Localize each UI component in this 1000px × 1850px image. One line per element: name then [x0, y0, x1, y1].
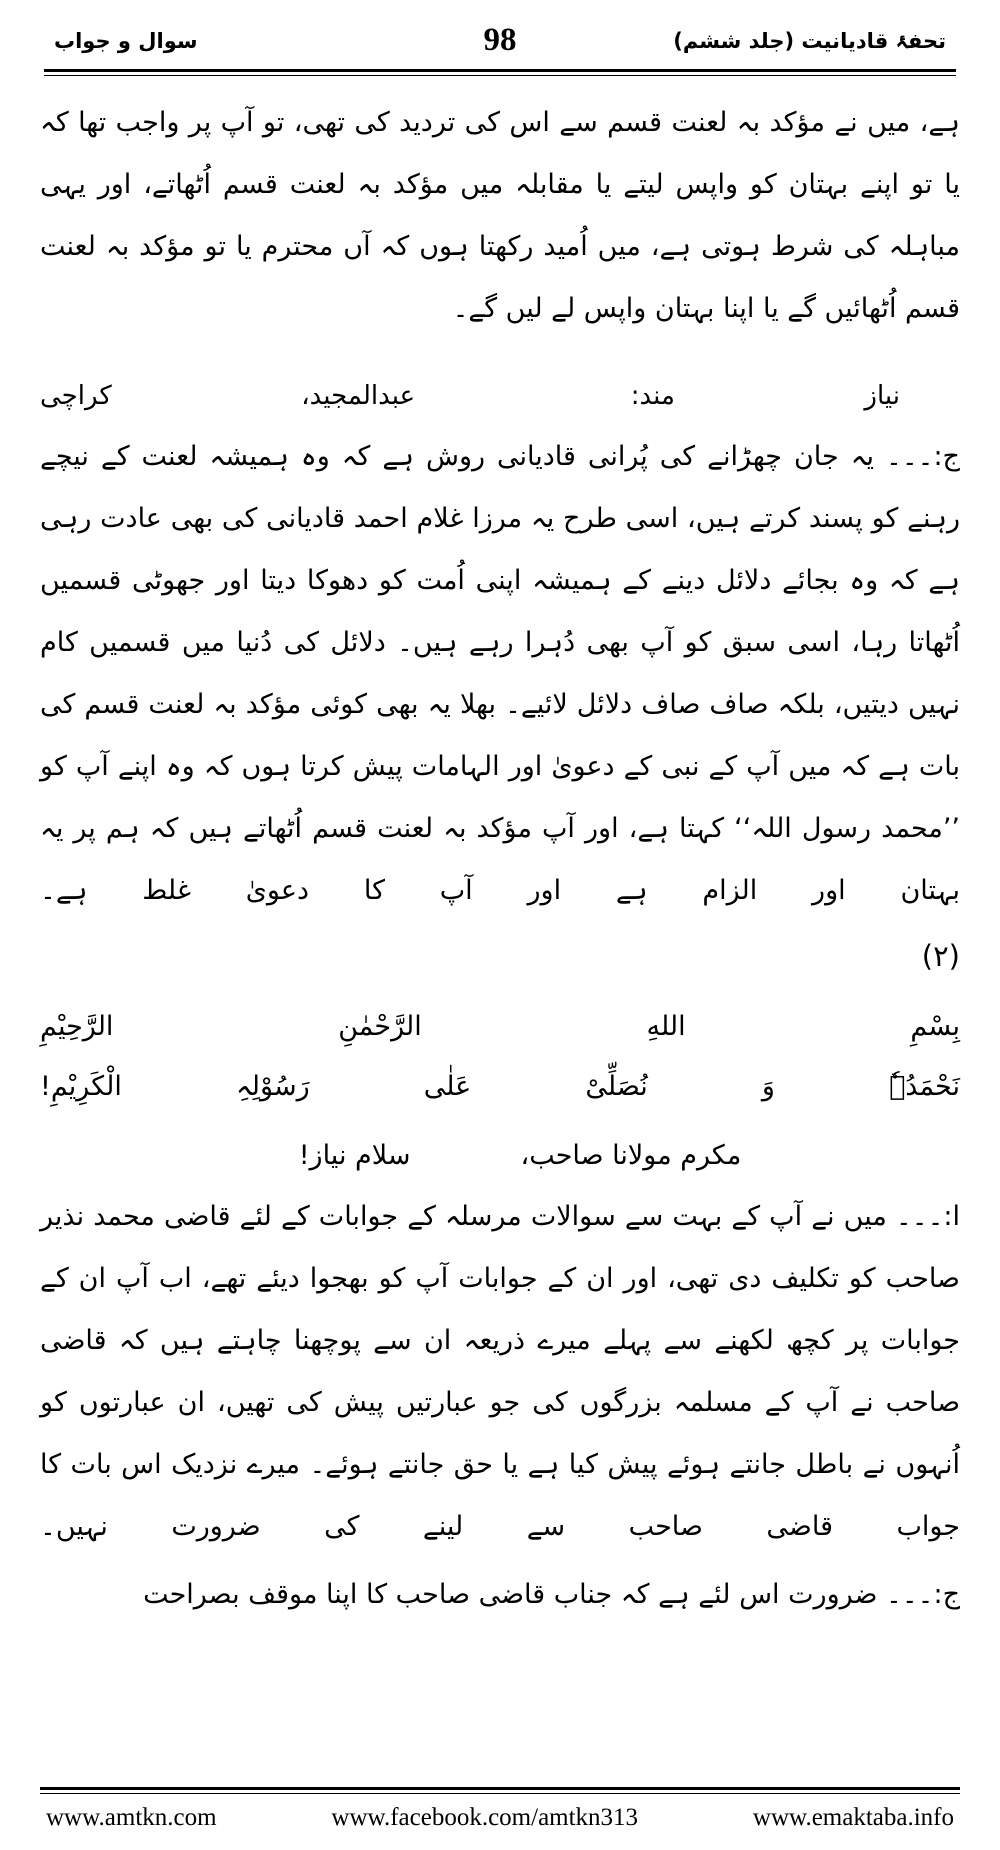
- page-number: 98: [483, 22, 517, 58]
- answer-paragraph: ج:۔۔۔ یہ جان چھڑانے کی پُرانی قادیانی روش ہے کہ وہ ہمیشہ لعنت کے نیچے رہنے کو پسند کرتے ہیں، اسی طرح یہ مرزا غلام احمد قادیانی کی بھی عادت رہی ہے کہ وہ بجائے دلائل دینے کے ہمیشہ اپنی اُمت کو دھوکا دیتا اور جھوٹی قسمیں اُٹھاتا رہا، اسی سبق کو آپ بھی دُہرا رہے ہیں۔ دلائل کی دُنیا میں قسمیں کام نہیں دیتیں، بلکہ صاف صاف دلائل لائیے۔ بھلا یہ بھی کوئی مؤکد بہ لعنت قسم کی بات ہے کہ میں آپ کے نبی کے دعویٰ اور الہامات پیش کرتا ہوں کہ وہ اپنے آپ کو ’’محمد رسول اللہ‘‘ کہتا ہے، اور آپ مؤکد بہ لعنت قسم اُٹھاتے ہیں کہ ہم پر یہ بہتان اور الزام ہے اور آپ کا دعویٰ غلط ہے۔: [40, 441, 960, 906]
- signature-label: نیاز مند:: [630, 381, 900, 411]
- header-divider: [44, 69, 956, 76]
- footer-link-website[interactable]: www.amtkn.com: [46, 1804, 217, 1831]
- question-paragraph: ا:۔۔۔ میں نے آپ کے بہت سے سوالات مرسلہ کے جوابات کے لئے قاضی محمد نذیر صاحب کو تکلیف دی تھی، اور ان کے جوابات آپ کو بھجوا دیئے تھے، اب آپ ان کے جوابات پر کچھ لکھنے سے پہلے میرے ذریعہ ان سے پوچھنا چاہتے ہیں کہ قاضی صاحب نے آپ کے مسلمہ بزرگوں کی جو عبارتیں پیش کی تھیں، ان عبارتوں کو اُنہوں نے باطل جانتے ہوئے پیش کیا ہے یا حق جانتے ہوئے۔ میرے نزدیک اس بات کا جواب قاضی صاحب سے لینے کی ضرورت نہیں۔: [40, 1201, 960, 1542]
- header-section-title: سوال و جواب: [54, 28, 198, 53]
- section-number: (۲): [921, 939, 960, 973]
- page-header: [40, 18, 960, 59]
- signature-block: [40, 368, 960, 424]
- salutation-greeting: سلام نیاز!: [298, 1140, 411, 1171]
- page-footer: [40, 1787, 960, 1832]
- header-book-title: تحفۂ قادیانیت (جلد ششم): [673, 28, 946, 53]
- signature-name: عبدالمجید، کراچی: [40, 381, 416, 411]
- page-body: [40, 92, 960, 1626]
- footer-divider: [40, 1787, 960, 1794]
- footer-link-emaktaba[interactable]: www.emaktaba.info: [752, 1804, 954, 1831]
- spacer: [40, 346, 960, 362]
- footer-links: [40, 1804, 960, 1832]
- footer-link-facebook[interactable]: www.facebook.com/amtkn313: [331, 1804, 639, 1831]
- bismillah-line: بِسْمِ اللهِ الرَّحْمٰنِ الرَّحِیْمِ: [40, 1011, 960, 1042]
- salutation-addressee: مکرم مولانا صاحب،: [520, 1140, 742, 1171]
- hamdala-line: نَحْمَدُہٗ وَ نُصَلِّیْ عَلٰی رَسُوْلِہِ الْکَرِیْمِ!: [40, 1071, 960, 1102]
- paragraph-continuation: ہے، میں نے مؤکد بہ لعنت قسم سے اس کی تردید کی تھی، تو آپ پر واجب تھا کہ یا تو اپنے بہتان کو واپس لیتے یا مقابلہ میں مؤکد بہ لعنت قسم اُٹھاتے، اور یہی مباہلہ کی شرط ہوتی ہے، میں اُمید رکھتا ہوں کہ آں محترم یا تو مؤکد بہ لعنت قسم اُٹھائیں گے یا اپنا بہتان واپس لے لیں گے۔: [40, 107, 960, 324]
- salutation-block: [40, 1126, 960, 1186]
- answer2-paragraph: ج:۔۔۔ ضرورت اس لئے ہے کہ جناب قاضی صاحب کا اپنا موقف بصراحت: [143, 1579, 960, 1610]
